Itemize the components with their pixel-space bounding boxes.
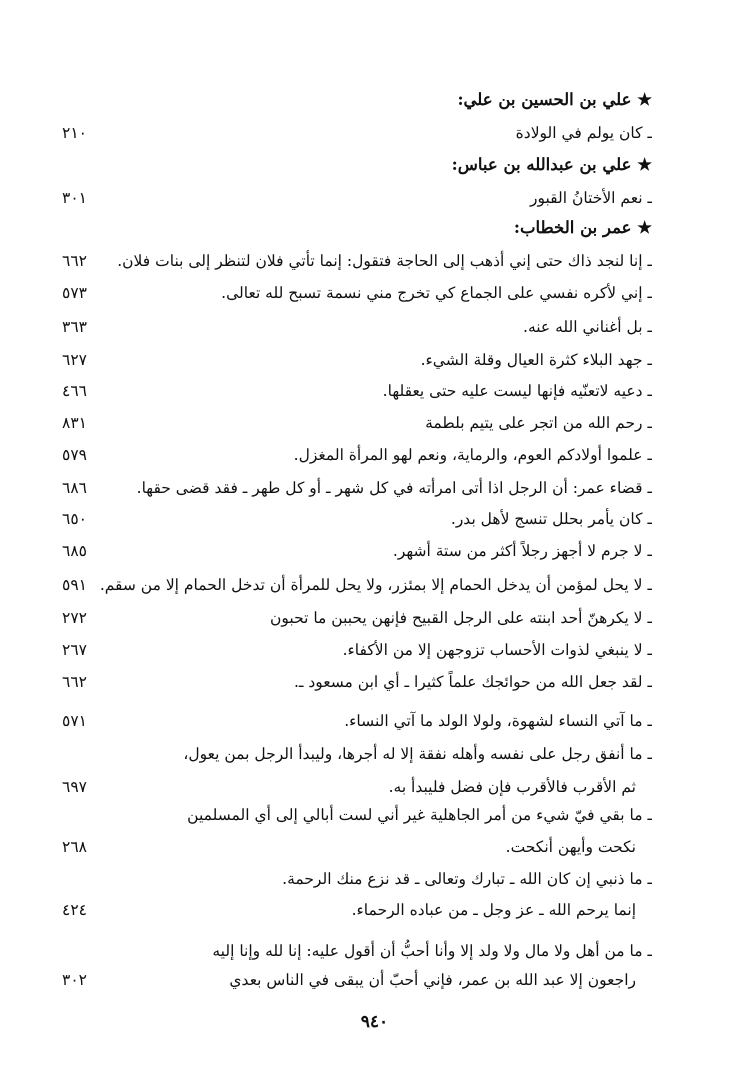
index-entry-text: ـ ما من أهل ولا مال ولا ولد إلا وأنا أحبُّ أن أقول عليه: إنا لله وإنا إليه <box>212 942 652 960</box>
index-entry-text: ـ كان يولم في الولادة <box>515 124 652 142</box>
index-entry-page: ٦٥٠ <box>62 510 87 528</box>
index-entry-text: ـ نعم الأختانُ القبور <box>530 189 652 207</box>
index-entry-page: ٦٦٢ <box>62 673 87 691</box>
index-entry-text: ـ لقد جعل الله من حوائجك علماً كثيرا ـ أي ابن مسعود ـ. <box>293 673 652 691</box>
index-entry-text: ـ قضاء عمر: أن الرجل اذا أتى امرأته في كل شهر ـ أو كل طهر ـ فقد قضى حقها. <box>136 479 652 497</box>
index-entry-page: ٤٢٤ <box>62 901 87 919</box>
index-entry-text: ـ إنا لنجد ذاك حتى إني أذهب إلى الحاجة فتقول: إنما تأتي فلان لتنظر إلى بنات فلان. <box>117 252 652 270</box>
index-entry-page: ٣٦٣ <box>62 318 87 336</box>
index-entry-page: ٣٠٢ <box>62 971 87 989</box>
index-entry-text: ـ ما بقي فيّ شيء من أمر الجاهلية غير أني لست أبالي إلى أي المسلمين <box>187 806 652 824</box>
index-entry-page: ٦٨٦ <box>62 479 87 497</box>
index-entry-text: ـ لا يحل لمؤمن أن يدخل الحمام إلا بمئزر، ولا يحل للمرأة أن تدخل الحمام إلا من سقم. <box>99 576 652 594</box>
page-number: ٩٤٠ <box>360 1012 389 1032</box>
index-entry-text: ـ لا جرم لا أجهز رجلاً أكثر من ستة أشهر. <box>392 542 652 560</box>
index-entry-text: ـ بل أغناني الله عنه. <box>523 318 652 336</box>
index-entry-page: ٥٧٩ <box>62 446 87 464</box>
index-entry-text: ـ دعيه لاتعنّيه فإنها ليست عليه حتى يعقلها. <box>382 382 652 400</box>
index-entry-page: ٥٩١ <box>62 576 87 594</box>
index-entry-text: ـ ما ذنبي إن كان الله ـ تبارك وتعالى ـ قد نزع منك الرحمة. <box>282 870 652 888</box>
index-entry-page: ٥٧١ <box>62 712 87 730</box>
index-entry-text: ـ ما آتي النساء لشهوة، ولولا الولد ما آتي النساء. <box>344 712 652 730</box>
index-entry-text: ـ علموا أولادكم العوم، والرماية، ونعم لهو المرأة المغزل. <box>293 446 652 464</box>
index-entry-text: ـ لا ينبغي لذوات الأحساب تزوجهن إلا من الأكفاء. <box>342 641 652 659</box>
index-entry-text: ثم الأقرب فالأقرب فإن فضل فليبدأ به. <box>388 778 636 796</box>
index-entry-page: ٨٣١ <box>62 414 87 432</box>
index-entry-page: ٤٦٦ <box>62 382 87 400</box>
index-entry-text: ـ رحم الله من اتجر على يتيم بلطمة <box>425 414 652 432</box>
index-entry-text: ـ جهد البلاء كثرة العيال وقلة الشيء. <box>420 351 652 369</box>
index-entry-page: ٢٦٨ <box>62 838 87 856</box>
index-entry-text: ـ لا يكرهنّ أحد ابنته على الرجل القبيح فإنهن يحببن ما تحبون <box>270 609 652 627</box>
index-entry-page: ٢١٠ <box>62 124 87 142</box>
index-entry-page: ٦٢٧ <box>62 351 87 369</box>
index-entry-page: ٢٦٧ <box>62 641 87 659</box>
index-entry-page: ٦٦٢ <box>62 252 87 270</box>
section-heading: ★ عمر بن الخطاب: <box>513 218 652 237</box>
index-entry-text: ـ إني لأكره نفسي على الجماع كي تخرج مني نسمة تسبح لله تعالى. <box>221 284 652 302</box>
index-entry-text: راجعون إلا عبد الله بن عمر، فإني أحبّ أن يبقى في الناس بعدي <box>229 971 636 989</box>
index-entry-page: ٢٧٢ <box>62 609 87 627</box>
index-entry-page: ٦٨٥ <box>62 542 87 560</box>
section-heading: ★ علي بن الحسين بن علي: <box>457 90 652 109</box>
index-entry-page: ٦٩٧ <box>62 778 87 796</box>
index-entry-page: ٥٧٣ <box>62 284 87 302</box>
section-heading: ★ علي بن عبدالله بن عباس: <box>451 155 652 174</box>
index-entry-text: إنما يرحم الله ـ عز وجل ـ من عباده الرحماء. <box>351 901 636 919</box>
index-entry-text: نكحت وأيهن أنكحت. <box>505 838 636 856</box>
index-entry-text: ـ كان يأمر بحلل تنسج لأهل بدر. <box>450 510 652 528</box>
index-entry-text: ـ ما أنفق رجل على نفسه وأهله نفقة إلا له أجرها، وليبدأ الرجل بمن يعول، <box>183 745 652 763</box>
index-entry-page: ٣٠١ <box>62 189 87 207</box>
